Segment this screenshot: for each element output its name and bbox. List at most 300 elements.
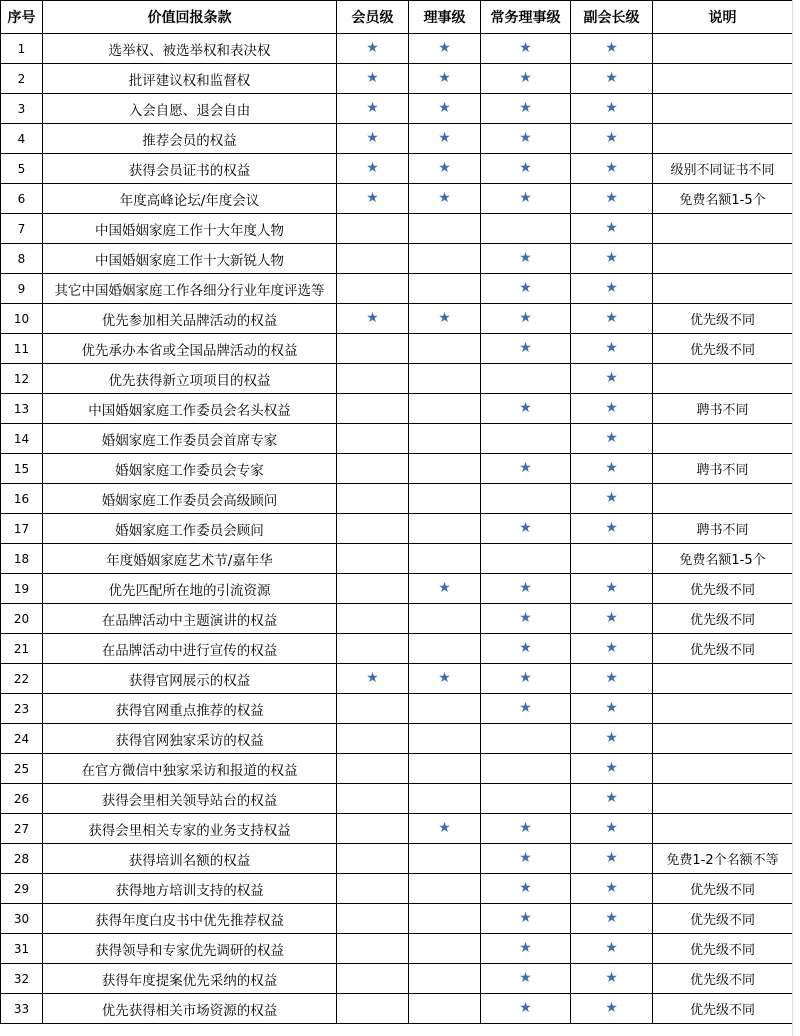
- star-icon: ★: [605, 280, 618, 296]
- star-icon: ★: [366, 310, 379, 326]
- table-row: [1, 274, 793, 304]
- star-icon: ★: [605, 940, 618, 956]
- director-level-star: [409, 784, 481, 814]
- benefit-note: 优先级不同: [653, 994, 793, 1024]
- benefit-note: [653, 694, 793, 724]
- row-number: 3: [1, 94, 43, 124]
- benefit-item: 其它中国婚姻家庭工作各细分行业年度评选等: [43, 274, 337, 304]
- member-level-star: [337, 304, 409, 334]
- star-icon: ★: [605, 340, 618, 356]
- sheet-gridline: [792, 0, 800, 1036]
- benefit-item: 婚姻家庭工作委员会专家: [43, 454, 337, 484]
- star-icon: ★: [605, 910, 618, 926]
- table-row: [1, 934, 793, 964]
- table-row: [1, 604, 793, 634]
- vice-president-level-star: [571, 484, 653, 514]
- executive-director-level-star: [481, 934, 571, 964]
- benefit-item: 优先承办本省或全国品牌活动的权益: [43, 334, 337, 364]
- vice-president-level-star: [571, 784, 653, 814]
- benefit-item: 获得官网重点推荐的权益: [43, 694, 337, 724]
- table-row: [1, 514, 793, 544]
- vice-president-level-star: [571, 274, 653, 304]
- executive-director-level-star: [481, 754, 571, 784]
- star-icon: ★: [519, 160, 532, 176]
- director-level-star: [409, 184, 481, 214]
- star-icon: ★: [519, 310, 532, 326]
- row-number: 23: [1, 694, 43, 724]
- vice-president-level-star: [571, 574, 653, 604]
- table-row: [1, 154, 793, 184]
- member-level-star: [337, 634, 409, 664]
- member-level-star: [337, 184, 409, 214]
- executive-director-level-star: [481, 994, 571, 1024]
- table-row: [1, 664, 793, 694]
- row-number: 1: [1, 34, 43, 64]
- executive-director-level-star: [481, 844, 571, 874]
- member-level-star: [337, 994, 409, 1024]
- member-level-star: [337, 244, 409, 274]
- director-level-star: [409, 604, 481, 634]
- vice-president-level-star: [571, 964, 653, 994]
- row-number: 9: [1, 274, 43, 304]
- star-icon: ★: [519, 70, 532, 86]
- vice-president-level-star: [571, 34, 653, 64]
- director-level-star: [409, 244, 481, 274]
- star-icon: ★: [366, 40, 379, 56]
- executive-director-level-star: [481, 574, 571, 604]
- star-icon: ★: [519, 400, 532, 416]
- executive-director-level-star: [481, 874, 571, 904]
- star-icon: ★: [438, 580, 451, 596]
- benefit-item: 获得官网独家采访的权益: [43, 724, 337, 754]
- table-row: [1, 754, 793, 784]
- row-number: 27: [1, 814, 43, 844]
- member-level-star: [337, 274, 409, 304]
- executive-director-level-star: [481, 424, 571, 454]
- benefit-item: 婚姻家庭工作委员会首席专家: [43, 424, 337, 454]
- row-number: 28: [1, 844, 43, 874]
- benefit-item: 获得培训名额的权益: [43, 844, 337, 874]
- row-number: 29: [1, 874, 43, 904]
- benefit-note: 优先级不同: [653, 334, 793, 364]
- member-level-star: [337, 754, 409, 784]
- benefit-note: 优先级不同: [653, 934, 793, 964]
- member-level-star: [337, 424, 409, 454]
- benefit-note: [653, 724, 793, 754]
- row-number: 24: [1, 724, 43, 754]
- star-icon: ★: [519, 40, 532, 56]
- row-number: 6: [1, 184, 43, 214]
- star-icon: ★: [605, 700, 618, 716]
- star-icon: ★: [366, 70, 379, 86]
- vice-president-level-star: [571, 844, 653, 874]
- header-level-director: 理事级: [409, 1, 481, 34]
- table-row: [1, 424, 793, 454]
- director-level-star: [409, 124, 481, 154]
- executive-director-level-star: [481, 634, 571, 664]
- row-number: 18: [1, 544, 43, 574]
- row-number: 10: [1, 304, 43, 334]
- benefit-note: [653, 274, 793, 304]
- benefit-item: 年度婚姻家庭艺术节/嘉年华: [43, 544, 337, 574]
- star-icon: ★: [605, 100, 618, 116]
- star-icon: ★: [519, 340, 532, 356]
- director-level-star: [409, 394, 481, 424]
- benefit-note: [653, 34, 793, 64]
- member-level-star: [337, 454, 409, 484]
- star-icon: ★: [438, 820, 451, 836]
- star-icon: ★: [605, 730, 618, 746]
- table-row: [1, 334, 793, 364]
- row-number: 19: [1, 574, 43, 604]
- vice-president-level-star: [571, 604, 653, 634]
- row-number: 20: [1, 604, 43, 634]
- member-level-star: [337, 484, 409, 514]
- vice-president-level-star: [571, 904, 653, 934]
- executive-director-level-star: [481, 154, 571, 184]
- benefit-item: 获得年度提案优先采纳的权益: [43, 964, 337, 994]
- star-icon: ★: [438, 310, 451, 326]
- star-icon: ★: [366, 160, 379, 176]
- row-number: 14: [1, 424, 43, 454]
- table-row: [1, 364, 793, 394]
- director-level-star: [409, 304, 481, 334]
- row-number: 2: [1, 64, 43, 94]
- benefit-item: 获得地方培训支持的权益: [43, 874, 337, 904]
- benefit-note: 优先级不同: [653, 904, 793, 934]
- star-icon: ★: [366, 190, 379, 206]
- star-icon: ★: [605, 130, 618, 146]
- vice-president-level-star: [571, 94, 653, 124]
- star-icon: ★: [605, 760, 618, 776]
- vice-president-level-star: [571, 214, 653, 244]
- benefit-note: 免费名额1-5个: [653, 544, 793, 574]
- star-icon: ★: [605, 430, 618, 446]
- table-row: [1, 844, 793, 874]
- director-level-star: [409, 874, 481, 904]
- star-icon: ★: [605, 190, 618, 206]
- star-icon: ★: [605, 250, 618, 266]
- star-icon: ★: [519, 460, 532, 476]
- star-icon: ★: [519, 1000, 532, 1016]
- director-level-star: [409, 664, 481, 694]
- director-level-star: [409, 514, 481, 544]
- benefit-note: 优先级不同: [653, 304, 793, 334]
- benefit-item: 获得领导和专家优先调研的权益: [43, 934, 337, 964]
- row-number: 32: [1, 964, 43, 994]
- vice-president-level-star: [571, 874, 653, 904]
- member-level-star: [337, 64, 409, 94]
- star-icon: ★: [519, 190, 532, 206]
- vice-president-level-star: [571, 334, 653, 364]
- member-level-star: [337, 544, 409, 574]
- executive-director-level-star: [481, 394, 571, 424]
- executive-director-level-star: [481, 364, 571, 394]
- star-icon: ★: [605, 970, 618, 986]
- vice-president-level-star: [571, 124, 653, 154]
- star-icon: ★: [605, 790, 618, 806]
- executive-director-level-star: [481, 334, 571, 364]
- table-row: [1, 454, 793, 484]
- director-level-star: [409, 94, 481, 124]
- benefit-note: [653, 754, 793, 784]
- table-row: [1, 784, 793, 814]
- executive-director-level-star: [481, 454, 571, 484]
- benefit-item: 在品牌活动中进行宣传的权益: [43, 634, 337, 664]
- star-icon: ★: [519, 280, 532, 296]
- benefit-note: [653, 94, 793, 124]
- executive-director-level-star: [481, 904, 571, 934]
- director-level-star: [409, 964, 481, 994]
- benefit-item: 批评建议权和监督权: [43, 64, 337, 94]
- benefit-item: 获得会里相关专家的业务支持权益: [43, 814, 337, 844]
- vice-president-level-star: [571, 544, 653, 574]
- member-level-star: [337, 514, 409, 544]
- row-number: 26: [1, 784, 43, 814]
- director-level-star: [409, 64, 481, 94]
- member-level-star: [337, 784, 409, 814]
- star-icon: ★: [605, 1000, 618, 1016]
- member-level-star: [337, 94, 409, 124]
- row-number: 16: [1, 484, 43, 514]
- table-row: [1, 814, 793, 844]
- star-icon: ★: [519, 910, 532, 926]
- director-level-star: [409, 454, 481, 484]
- star-icon: ★: [438, 40, 451, 56]
- director-level-star: [409, 724, 481, 754]
- star-icon: ★: [519, 130, 532, 146]
- director-level-star: [409, 904, 481, 934]
- member-level-star: [337, 334, 409, 364]
- table-row: [1, 724, 793, 754]
- executive-director-level-star: [481, 784, 571, 814]
- executive-director-level-star: [481, 304, 571, 334]
- table-row: [1, 64, 793, 94]
- vice-president-level-star: [571, 154, 653, 184]
- table-row: [1, 994, 793, 1024]
- benefit-note: [653, 784, 793, 814]
- vice-president-level-star: [571, 814, 653, 844]
- star-icon: ★: [438, 70, 451, 86]
- vice-president-level-star: [571, 634, 653, 664]
- star-icon: ★: [366, 100, 379, 116]
- star-icon: ★: [519, 100, 532, 116]
- row-number: 33: [1, 994, 43, 1024]
- benefit-note: 优先级不同: [653, 574, 793, 604]
- star-icon: ★: [605, 490, 618, 506]
- executive-director-level-star: [481, 124, 571, 154]
- member-level-star: [337, 154, 409, 184]
- executive-director-level-star: [481, 724, 571, 754]
- benefit-note: [653, 244, 793, 274]
- benefit-item: 优先参加相关品牌活动的权益: [43, 304, 337, 334]
- director-level-star: [409, 754, 481, 784]
- header-level-executive-director: 常务理事级: [481, 1, 571, 34]
- benefit-item: 中国婚姻家庭工作委员会名头权益: [43, 394, 337, 424]
- header-note: 说明: [653, 1, 793, 34]
- star-icon: ★: [605, 70, 618, 86]
- row-number: 25: [1, 754, 43, 784]
- vice-president-level-star: [571, 694, 653, 724]
- executive-director-level-star: [481, 664, 571, 694]
- director-level-star: [409, 484, 481, 514]
- star-icon: ★: [605, 160, 618, 176]
- vice-president-level-star: [571, 934, 653, 964]
- benefit-item: 获得会里相关领导站台的权益: [43, 784, 337, 814]
- row-number: 8: [1, 244, 43, 274]
- member-level-star: [337, 964, 409, 994]
- director-level-star: [409, 814, 481, 844]
- header-level-member: 会员级: [337, 1, 409, 34]
- director-level-star: [409, 544, 481, 574]
- benefit-item: 在官方微信中独家采访和报道的权益: [43, 754, 337, 784]
- executive-director-level-star: [481, 964, 571, 994]
- executive-director-level-star: [481, 274, 571, 304]
- star-icon: ★: [438, 190, 451, 206]
- executive-director-level-star: [481, 94, 571, 124]
- benefit-note: [653, 214, 793, 244]
- star-icon: ★: [366, 130, 379, 146]
- table-row: [1, 694, 793, 724]
- executive-director-level-star: [481, 184, 571, 214]
- vice-president-level-star: [571, 244, 653, 274]
- benefit-item: 获得会员证书的权益: [43, 154, 337, 184]
- row-number: 15: [1, 454, 43, 484]
- star-icon: ★: [605, 400, 618, 416]
- benefit-item: 优先匹配所在地的引流资源: [43, 574, 337, 604]
- row-number: 5: [1, 154, 43, 184]
- table-row: [1, 874, 793, 904]
- star-icon: ★: [366, 670, 379, 686]
- star-icon: ★: [605, 220, 618, 236]
- benefit-item: 年度高峰论坛/年度会议: [43, 184, 337, 214]
- member-level-star: [337, 844, 409, 874]
- director-level-star: [409, 844, 481, 874]
- star-icon: ★: [519, 700, 532, 716]
- benefit-note: 优先级不同: [653, 964, 793, 994]
- benefit-note: 优先级不同: [653, 604, 793, 634]
- executive-director-level-star: [481, 514, 571, 544]
- star-icon: ★: [605, 310, 618, 326]
- table-row: [1, 544, 793, 574]
- director-level-star: [409, 34, 481, 64]
- star-icon: ★: [605, 640, 618, 656]
- member-level-star: [337, 574, 409, 604]
- row-number: 13: [1, 394, 43, 424]
- star-icon: ★: [519, 850, 532, 866]
- star-icon: ★: [605, 460, 618, 476]
- member-level-star: [337, 724, 409, 754]
- star-icon: ★: [605, 40, 618, 56]
- row-number: 7: [1, 214, 43, 244]
- star-icon: ★: [519, 670, 532, 686]
- vice-president-level-star: [571, 394, 653, 424]
- member-level-star: [337, 934, 409, 964]
- header-row: [1, 1, 793, 34]
- row-number: 31: [1, 934, 43, 964]
- member-level-star: [337, 34, 409, 64]
- member-level-star: [337, 604, 409, 634]
- director-level-star: [409, 694, 481, 724]
- benefit-note: 聘书不同: [653, 394, 793, 424]
- star-icon: ★: [519, 820, 532, 836]
- benefit-note: [653, 814, 793, 844]
- member-level-star: [337, 394, 409, 424]
- executive-director-level-star: [481, 814, 571, 844]
- star-icon: ★: [438, 670, 451, 686]
- vice-president-level-star: [571, 454, 653, 484]
- star-icon: ★: [438, 100, 451, 116]
- director-level-star: [409, 334, 481, 364]
- benefit-note: 聘书不同: [653, 454, 793, 484]
- benefit-item: 中国婚姻家庭工作十大年度人物: [43, 214, 337, 244]
- star-icon: ★: [519, 970, 532, 986]
- star-icon: ★: [519, 580, 532, 596]
- star-icon: ★: [605, 370, 618, 386]
- star-icon: ★: [519, 520, 532, 536]
- benefit-note: [653, 124, 793, 154]
- table-row: [1, 124, 793, 154]
- star-icon: ★: [519, 610, 532, 626]
- director-level-star: [409, 214, 481, 244]
- director-level-star: [409, 934, 481, 964]
- member-level-star: [337, 124, 409, 154]
- row-number: 30: [1, 904, 43, 934]
- benefit-note: [653, 664, 793, 694]
- benefit-note: [653, 484, 793, 514]
- table-row: [1, 214, 793, 244]
- vice-president-level-star: [571, 664, 653, 694]
- member-level-star: [337, 664, 409, 694]
- star-icon: ★: [519, 880, 532, 896]
- table-row: [1, 904, 793, 934]
- table-row: [1, 394, 793, 424]
- benefit-item: 优先获得相关市场资源的权益: [43, 994, 337, 1024]
- benefit-item: 在品牌活动中主题演讲的权益: [43, 604, 337, 634]
- vice-president-level-star: [571, 424, 653, 454]
- benefit-note: 聘书不同: [653, 514, 793, 544]
- row-number: 12: [1, 364, 43, 394]
- executive-director-level-star: [481, 694, 571, 724]
- director-level-star: [409, 574, 481, 604]
- member-level-star: [337, 214, 409, 244]
- vice-president-level-star: [571, 184, 653, 214]
- member-level-star: [337, 364, 409, 394]
- star-icon: ★: [605, 850, 618, 866]
- table-row: [1, 634, 793, 664]
- star-icon: ★: [605, 670, 618, 686]
- row-number: 4: [1, 124, 43, 154]
- star-icon: ★: [519, 640, 532, 656]
- star-icon: ★: [605, 610, 618, 626]
- executive-director-level-star: [481, 214, 571, 244]
- director-level-star: [409, 424, 481, 454]
- member-level-star: [337, 694, 409, 724]
- vice-president-level-star: [571, 994, 653, 1024]
- header-no: 序号: [1, 1, 43, 34]
- table-row: [1, 184, 793, 214]
- benefit-note: [653, 364, 793, 394]
- star-icon: ★: [605, 880, 618, 896]
- benefit-item: 推荐会员的权益: [43, 124, 337, 154]
- executive-director-level-star: [481, 244, 571, 274]
- benefit-item: 优先获得新立项项目的权益: [43, 364, 337, 394]
- benefit-item: 中国婚姻家庭工作十大新锐人物: [43, 244, 337, 274]
- star-icon: ★: [605, 580, 618, 596]
- benefit-item: 获得官网展示的权益: [43, 664, 337, 694]
- executive-director-level-star: [481, 604, 571, 634]
- executive-director-level-star: [481, 34, 571, 64]
